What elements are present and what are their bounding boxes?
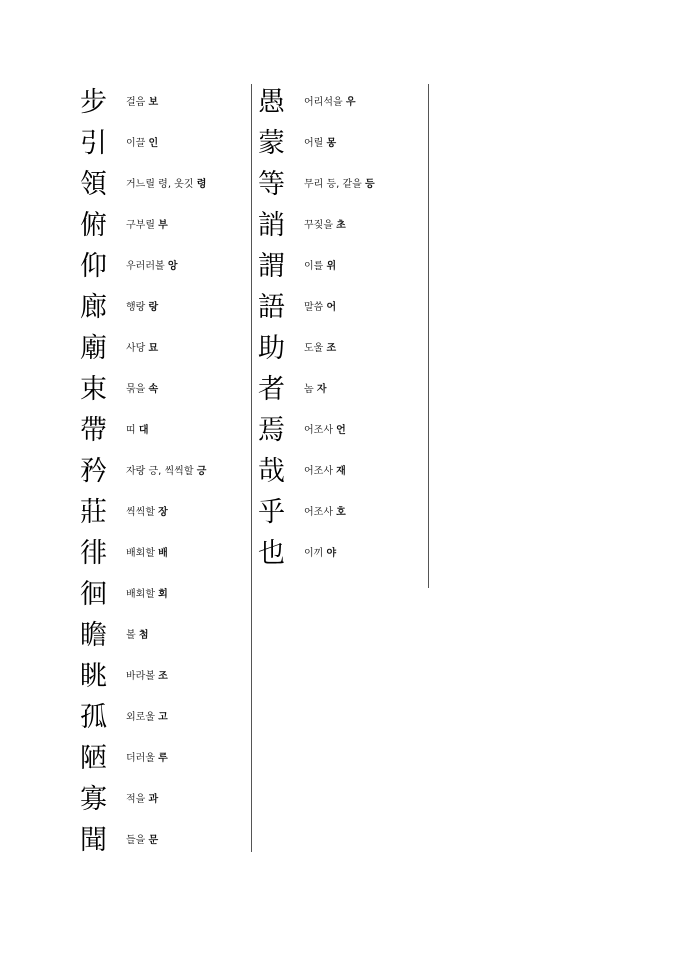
hanja-entry (258, 205, 430, 246)
hanja-character: 束 (80, 373, 107, 405)
hanja-entry (80, 533, 252, 574)
hanja-meaning (126, 711, 168, 725)
hanja-sound: 조 (326, 342, 337, 354)
hanja-sound: 과 (148, 793, 159, 805)
hanja-sound: 랑 (148, 301, 159, 313)
hanja-meaning (126, 383, 158, 397)
hanja-sound: 우 (345, 96, 356, 108)
meaning-text: 행랑 (126, 301, 146, 313)
hanja-character: 徊 (80, 578, 107, 610)
meaning-text: 들을 (126, 834, 146, 846)
hanja-entry (80, 820, 252, 861)
hanja-meaning (126, 670, 168, 684)
hanja-entry (258, 246, 430, 287)
meaning-text: 어리석을 (304, 96, 343, 108)
hanja-character: 陋 (80, 742, 107, 774)
hanja-meaning (126, 588, 168, 602)
meaning-text: 적을 (126, 793, 146, 805)
hanja-meaning (126, 506, 168, 520)
hanja-entry (80, 287, 252, 328)
hanja-entry (80, 656, 252, 697)
hanja-character: 徘 (80, 537, 107, 569)
hanja-character: 寡 (80, 783, 107, 815)
meaning-text: 도울 (304, 342, 324, 354)
hanja-entry (258, 123, 430, 164)
hanja-meaning (126, 465, 206, 479)
meaning-text: 이끼 (304, 547, 324, 559)
meaning-text: 자랑 긍, 씩씩할 (126, 465, 194, 477)
hanja-meaning (304, 301, 336, 315)
hanja-character: 領 (80, 168, 107, 200)
meaning-text: 구부릴 (126, 219, 155, 231)
hanja-sound: 령 (196, 178, 207, 190)
meaning-text: 어조사 (304, 465, 333, 477)
hanja-meaning (126, 752, 168, 766)
hanja-character: 乎 (258, 496, 285, 528)
meaning-text: 거느릴 령, 옷깃 (126, 178, 194, 190)
meaning-text: 어릴 (304, 137, 324, 149)
hanja-meaning (304, 342, 336, 356)
hanja-entry (80, 82, 252, 123)
hanja-meaning (126, 342, 158, 356)
hanja-sound: 첨 (138, 629, 149, 641)
hanja-entry (258, 451, 430, 492)
meaning-text: 어조사 (304, 506, 333, 518)
hanja-entry (258, 533, 430, 574)
hanja-character: 語 (258, 291, 285, 323)
meaning-text: 말씀 (304, 301, 324, 313)
hanja-entry (258, 369, 430, 410)
hanja-sound: 야 (326, 547, 337, 559)
meaning-text: 배회할 (126, 588, 155, 600)
hanja-character: 謂 (258, 250, 285, 282)
hanja-meaning (126, 137, 158, 151)
hanja-entry (80, 738, 252, 779)
meaning-text: 걸음 (126, 96, 146, 108)
hanja-character: 廟 (80, 332, 107, 364)
hanja-character: 愚 (258, 86, 285, 118)
column-divider-left (251, 84, 252, 852)
hanja-entry (258, 328, 430, 369)
hanja-sound: 언 (336, 424, 346, 436)
meaning-text: 이끌 (126, 137, 146, 149)
meaning-text: 배회할 (126, 547, 155, 559)
hanja-entry (80, 369, 252, 410)
right-column (258, 82, 430, 574)
hanja-character: 者 (258, 373, 285, 405)
hanja-character: 俯 (80, 209, 107, 241)
hanja-character: 廊 (80, 291, 107, 323)
hanja-entry (80, 328, 252, 369)
hanja-character: 瞻 (80, 619, 107, 651)
meaning-text: 꾸짖을 (304, 219, 333, 231)
hanja-entry (80, 205, 252, 246)
hanja-sound: 재 (336, 465, 346, 477)
hanja-sound: 초 (336, 219, 346, 231)
hanja-character: 仰 (80, 250, 107, 282)
hanja-character: 步 (80, 86, 107, 118)
hanja-character: 誚 (258, 209, 285, 241)
hanja-sound: 위 (326, 260, 337, 272)
hanja-entry (80, 615, 252, 656)
meaning-text: 볼 (126, 629, 136, 641)
hanja-character: 眺 (80, 660, 107, 692)
hanja-character: 矜 (80, 455, 107, 487)
hanja-meaning (304, 383, 327, 397)
hanja-meaning (304, 465, 346, 479)
hanja-entry (80, 410, 252, 451)
hanja-entry (80, 492, 252, 533)
hanja-character: 莊 (80, 496, 107, 528)
meaning-text: 놈 (304, 383, 314, 395)
hanja-entry (80, 451, 252, 492)
hanja-sound: 어 (326, 301, 337, 313)
hanja-meaning (304, 137, 336, 151)
hanja-meaning (126, 793, 158, 807)
meaning-text: 띠 (126, 424, 136, 436)
hanja-entry (258, 492, 430, 533)
hanja-meaning (126, 96, 158, 110)
meaning-text: 어조사 (304, 424, 333, 436)
hanja-sound: 자 (316, 383, 327, 395)
hanja-entry (258, 287, 430, 328)
hanja-sound: 장 (158, 506, 168, 518)
hanja-sound: 인 (148, 137, 159, 149)
hanja-character: 帶 (80, 414, 107, 446)
hanja-character: 蒙 (258, 127, 285, 159)
hanja-character: 焉 (258, 414, 285, 446)
hanja-entry (258, 82, 430, 123)
hanja-sound: 조 (158, 670, 168, 682)
hanja-sound: 등 (365, 178, 375, 190)
meaning-text: 무리 등, 같을 (304, 178, 362, 190)
hanja-sound: 고 (158, 711, 168, 723)
hanja-meaning (126, 629, 149, 643)
hanja-meaning (304, 424, 346, 438)
meaning-text: 씩씩할 (126, 506, 155, 518)
meaning-text: 바라볼 (126, 670, 155, 682)
hanja-entry (258, 410, 430, 451)
hanja-character: 也 (258, 537, 285, 569)
hanja-character: 引 (80, 127, 107, 159)
hanja-sound: 대 (138, 424, 149, 436)
hanja-meaning (304, 96, 356, 110)
hanja-character: 孤 (80, 701, 107, 733)
hanja-meaning (304, 547, 336, 561)
hanja-meaning (126, 219, 168, 233)
hanja-character: 等 (258, 168, 285, 200)
meaning-text: 사당 (126, 342, 146, 354)
hanja-meaning (126, 301, 158, 315)
hanja-meaning (304, 219, 346, 233)
hanja-sound: 부 (158, 219, 168, 231)
hanja-entry (80, 574, 252, 615)
hanja-sound: 문 (148, 834, 159, 846)
hanja-meaning (126, 178, 206, 192)
hanja-sound: 앙 (167, 260, 178, 272)
hanja-meaning (304, 260, 336, 274)
hanja-meaning (126, 424, 149, 438)
meaning-text: 우러러볼 (126, 260, 165, 272)
hanja-sound: 묘 (148, 342, 159, 354)
hanja-character: 助 (258, 332, 285, 364)
hanja-meaning (126, 547, 168, 561)
hanja-sound: 보 (148, 96, 159, 108)
hanja-meaning (126, 260, 178, 274)
meaning-text: 묶을 (126, 383, 146, 395)
hanja-entry (80, 697, 252, 738)
hanja-sound: 회 (158, 588, 168, 600)
hanja-sound: 몽 (326, 137, 337, 149)
column-divider-right (428, 84, 429, 588)
hanja-character: 哉 (258, 455, 285, 487)
hanja-character: 聞 (80, 824, 107, 856)
hanja-sound: 루 (158, 752, 168, 764)
hanja-sound: 긍 (196, 465, 207, 477)
hanja-meaning (126, 834, 158, 848)
meaning-text: 외로울 (126, 711, 155, 723)
meaning-text: 이를 (304, 260, 324, 272)
hanja-sound: 배 (158, 547, 168, 559)
hanja-meaning (304, 506, 346, 520)
hanja-entry (80, 123, 252, 164)
hanja-entry (258, 164, 430, 205)
hanja-sound: 속 (148, 383, 159, 395)
meaning-text: 더러울 (126, 752, 155, 764)
hanja-entry (80, 779, 252, 820)
hanja-sound: 호 (336, 506, 346, 518)
hanja-meaning (304, 178, 375, 192)
left-column (80, 82, 252, 861)
hanja-entry (80, 246, 252, 287)
hanja-entry (80, 164, 252, 205)
